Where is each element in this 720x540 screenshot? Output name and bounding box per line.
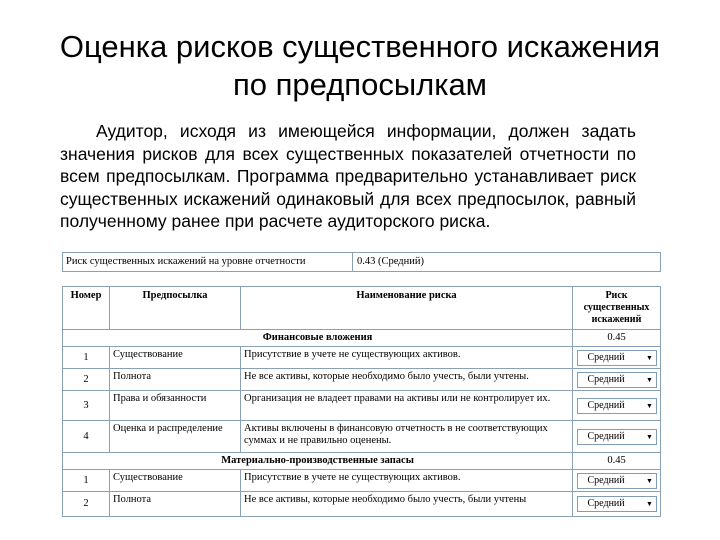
section-header — [63, 330, 660, 347]
table-row: 1 Существование Присутствие в учете не существующих активов. Средний ▼ — [63, 470, 660, 492]
header-risk-level: Риск существенных искажений — [583, 290, 650, 325]
risk-level-select[interactable]: Средний ▼ — [577, 496, 657, 512]
section-name: Материально-производственные запасы — [63, 453, 573, 469]
section-value: 0.45 — [607, 455, 626, 466]
slide-title — [0, 28, 720, 104]
chevron-down-icon: ▼ — [646, 476, 653, 485]
risk-level-select[interactable]: Средний ▼ — [577, 429, 657, 445]
chevron-down-icon: ▼ — [646, 375, 653, 384]
title-line-1: Оценка рисков существенного искажения — [59, 29, 661, 64]
chevron-down-icon: ▼ — [646, 432, 653, 441]
section-name: Финансовые вложения — [63, 330, 573, 346]
risk-level-select[interactable]: Средний ▼ — [577, 473, 657, 489]
header-premise: Предпосылка — [110, 287, 241, 329]
table-header — [63, 287, 660, 330]
risk-level-select[interactable]: Средний ▼ — [577, 398, 657, 414]
table-row: 2 Полнота Не все активы, которые необходимо было учесть, были учтены. Средний ▼ — [63, 369, 660, 391]
table-row: 4 Оценка и распределение Активы включены в финансовую отчетность в не соответствующих суммах и не правильно оценены. Средний ▼ — [63, 421, 660, 453]
header-number: Номер — [63, 287, 110, 329]
header-risk-name: Наименование риска — [241, 287, 573, 329]
summary-label: Риск существенных искажений на уровне отчетности — [63, 253, 353, 271]
chevron-down-icon: ▼ — [646, 500, 653, 508]
risk-table — [62, 286, 661, 517]
table-row: 1 Существование Присутствие в учете не существующих активов. Средний ▼ — [63, 347, 660, 369]
title-line-2: по предпосылкам — [232, 67, 487, 102]
table-row: 3 Права и обязанности Организация не владеет правами на активы или не контролирует их. Средний ▼ — [63, 391, 660, 421]
chevron-down-icon: ▼ — [646, 401, 653, 410]
description-paragraph: Аудитор, исходя из имеющейся информации, должен задать значения рисков для всех существенных показателей отчетности по всем предпосылкам. Программа предварительно устанавливает риск существенных искажений одинаковый для всех предпосылок, равный полученному ранее при расчете аудиторского риска. — [60, 121, 636, 231]
table-row: 2 Полнота Не все активы, которые необходимо было учесть, были учтены Средний ▼ — [63, 492, 660, 517]
section-header — [63, 453, 660, 470]
summary-value: 0.43 (Средний) — [357, 256, 424, 267]
chevron-down-icon: ▼ — [646, 353, 653, 362]
risk-level-select[interactable]: Средний ▼ — [577, 372, 657, 388]
risk-level-select[interactable]: Средний ▼ — [577, 350, 657, 366]
summary-bar — [62, 252, 661, 272]
section-value: 0.45 — [607, 332, 626, 343]
